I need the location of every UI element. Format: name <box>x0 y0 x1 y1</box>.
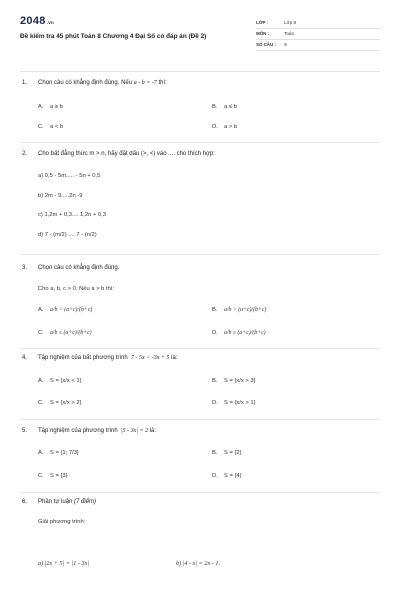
meta-row-class <box>256 18 380 29</box>
question-6 <box>22 499 380 507</box>
question-header <box>22 265 380 273</box>
logo-suffix: .vn <box>46 20 55 25</box>
question-divider <box>20 142 380 143</box>
option-letter: C. <box>38 473 44 479</box>
option-letter: B. <box>212 307 218 313</box>
q2-item-b: b) 2m - 9.....2n -9 <box>38 193 83 199</box>
option-text: S = {4} <box>224 473 242 479</box>
question-text-main: Phần tự luận <box>38 499 73 505</box>
question-number: 4. <box>22 355 28 361</box>
q2-item-a: a) 0,5 - 5m..... - 5n + 0,5 <box>38 173 101 179</box>
option-1b[interactable] <box>212 104 237 112</box>
question-text-main: Chọn câu có khẳng định đúng. Nếu <box>38 80 133 86</box>
option-3a[interactable] <box>38 307 92 315</box>
option-3c[interactable] <box>38 330 92 338</box>
option-text: S = {3} <box>50 473 68 479</box>
option-text: a ≤ b <box>224 104 237 110</box>
option-letter: D. <box>212 124 218 130</box>
question-number: 6. <box>22 499 28 505</box>
option-text: a/b ≤ (a+c)/(b+c) <box>50 330 92 336</box>
option-letter: D. <box>212 400 218 406</box>
option-4a[interactable] <box>38 378 82 386</box>
meta-label: LỚP : <box>256 20 269 26</box>
logo-text: 2048 <box>20 15 46 27</box>
question-text <box>38 80 380 88</box>
question-header <box>22 428 380 436</box>
meta-row-count <box>256 40 380 51</box>
question-3 <box>22 265 380 273</box>
option-letter: D. <box>212 473 218 479</box>
option-4d[interactable] <box>212 400 256 408</box>
meta-row-subject <box>256 29 380 40</box>
q2-item-d: d) 7 - (m/2) .... 7 - (n/2) <box>38 232 97 238</box>
question-header <box>22 151 380 159</box>
option-3b[interactable] <box>212 307 266 315</box>
option-text: S = {x/x > 1} <box>224 400 256 406</box>
option-letter: A. <box>38 378 44 384</box>
option-5c[interactable] <box>38 473 68 481</box>
option-text: a > b <box>224 124 238 130</box>
option-5d[interactable] <box>212 473 242 481</box>
question-2 <box>22 151 380 159</box>
meta-panel <box>256 18 380 51</box>
question-text-tail: là: <box>171 355 178 361</box>
option-5b[interactable] <box>212 450 242 458</box>
option-letter: A. <box>38 307 44 313</box>
question-text: Chọn câu có khẳng định đúng. <box>38 265 120 271</box>
question-5 <box>22 428 380 436</box>
option-5a[interactable] <box>38 450 79 458</box>
math-equation: |5 - 3x| = 2 <box>121 428 149 434</box>
option-letter: C. <box>38 330 44 336</box>
option-text: S = {2} <box>224 450 242 456</box>
option-letter: C. <box>38 124 44 130</box>
option-1d[interactable] <box>212 124 237 132</box>
option-4c[interactable] <box>38 400 82 408</box>
question-text-main: Tập nghiệm của bất phương trình <box>38 355 128 361</box>
question-divider <box>20 492 380 493</box>
meta-label: MÔN : <box>256 31 269 37</box>
option-text: S = {x/x > 2} <box>50 400 82 406</box>
option-text: a ≥ b <box>50 104 63 110</box>
option-text: a < b <box>50 124 64 130</box>
q3-condition: Cho a, b, c > 0. Nếu a > b thì: <box>38 286 115 292</box>
question-header <box>22 80 380 88</box>
question-number: 2. <box>22 151 28 157</box>
header-divider <box>20 71 380 72</box>
meta-value: Lớp 8 <box>284 20 297 26</box>
option-letter: B. <box>212 450 218 456</box>
question-divider <box>20 254 380 255</box>
meta-value: Toán <box>284 31 295 37</box>
option-1c[interactable] <box>38 124 63 132</box>
question-header <box>22 499 380 507</box>
question-number: 1. <box>22 80 28 86</box>
q6-equation-b: b) |4 - x| = 2x - 1. <box>176 560 221 567</box>
option-letter: A. <box>38 450 44 456</box>
question-number: 3. <box>22 265 28 271</box>
question-text-tail: là: <box>149 428 157 434</box>
q6-instruction: Giải phương trình: <box>38 519 86 525</box>
option-1a[interactable] <box>38 104 63 112</box>
option-text: S = {x/x > 3} <box>224 378 256 384</box>
q2-item-c: c) 1,2m + 0,3.... 1,2n + 0,3 <box>38 212 106 218</box>
math-inequality: 7 - 5x < -3x + 5 <box>131 355 170 361</box>
meta-value: 9 <box>284 42 287 48</box>
option-letter: B. <box>212 104 218 110</box>
option-4b[interactable] <box>212 378 256 386</box>
option-letter: A. <box>38 104 44 110</box>
question-text <box>38 428 380 436</box>
question-divider <box>20 348 380 349</box>
option-letter: C. <box>38 400 44 406</box>
site-logo[interactable] <box>20 14 256 28</box>
question-text-main: Tập nghiệm của phương trình <box>38 428 118 434</box>
option-letter: B. <box>212 378 218 384</box>
question-text-tail: thì: <box>158 80 167 86</box>
option-text: a/b ≥ (a+c)/(b+c) <box>224 330 266 336</box>
option-text: a/b > (a+c)/(b+c) <box>224 307 267 313</box>
question-number: 5. <box>22 428 28 434</box>
option-text: a/b < (a+c)/(b+c) <box>50 307 93 313</box>
math-condition: a - b = -7 <box>133 80 157 86</box>
question-text <box>38 355 380 363</box>
question-header <box>22 355 380 363</box>
document-title: Đề kiểm tra 45 phút Toán 8 Chương 4 Đại Số có đáp án (Đề 2) <box>20 33 207 41</box>
option-text: S = {x/x < 1} <box>50 378 82 384</box>
q6-equation-a: a) |2x + 5| = |1 - 3x| <box>38 560 90 567</box>
option-letter: D. <box>212 330 218 336</box>
question-4 <box>22 355 380 363</box>
header-left <box>20 14 256 42</box>
question-1 <box>22 80 380 88</box>
meta-label: SỐ CÂU : <box>256 42 276 48</box>
question-text: Cho bất đẳng thức m > n, hãy đặt dấu (>, <) vào .... cho thích hợp: <box>38 151 215 157</box>
question-points: (7 điểm) <box>74 499 97 505</box>
option-text: S = {1; 7/3} <box>50 450 79 456</box>
question-text <box>38 499 380 507</box>
question-divider <box>20 419 380 420</box>
page-header <box>20 14 380 66</box>
option-3d[interactable] <box>212 330 266 338</box>
